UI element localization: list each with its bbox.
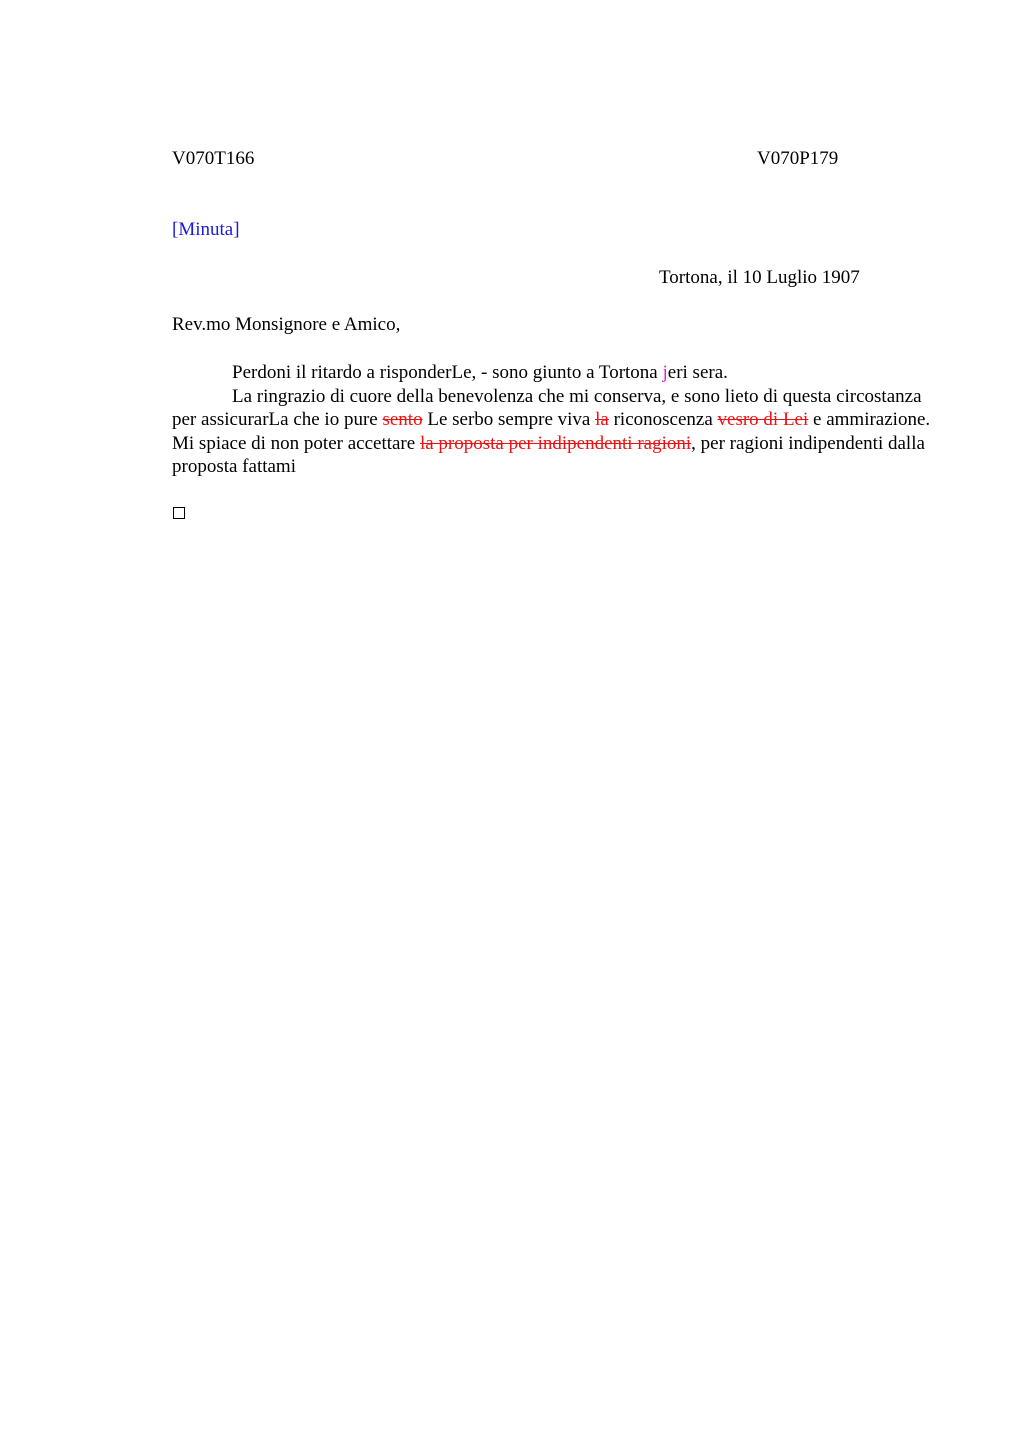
inserted-letter: j xyxy=(662,362,668,383)
paragraph-1 xyxy=(172,361,932,385)
paragraph-2-text-1: La ringrazio di cuore della benevolenza che mi conserva, e sono lieto di questa circostanza per assicurarLa che io pure xyxy=(172,385,922,430)
paragraph-2-text-4: e ammirazione. Mi spiace di non poter accettare xyxy=(172,409,931,454)
paragraph-2-text-3: riconoscenza xyxy=(608,409,718,430)
paragraph-2-text-2: Le serbo sempre viva xyxy=(422,409,596,430)
salutation: Rev.mo Monsignore e Amico, xyxy=(172,314,401,335)
paragraph-2-text-5: , per ragioni indipendenti dalla proposta fattami xyxy=(172,432,925,477)
deleted-word-1: sento xyxy=(382,409,423,430)
letter-body xyxy=(172,361,932,479)
square-outline-icon xyxy=(173,507,185,519)
document-code-left: V070T166 xyxy=(172,148,255,169)
deleted-word-2: la xyxy=(595,409,609,430)
date-line: Tortona, il 10 Luglio 1907 xyxy=(659,267,860,288)
deleted-phrase-4: la proposta per indipendenti ragioni xyxy=(419,432,692,454)
minuta-label: [Minuta] xyxy=(172,219,240,240)
document-code-right: V070P179 xyxy=(757,148,839,169)
paragraph-1-text-after: eri sera. xyxy=(667,362,728,383)
paragraph-2 xyxy=(172,385,932,479)
deleted-phrase-3: vesro di Lei xyxy=(717,409,809,430)
paragraph-1-text-before: Perdoni il ritardo a risponderLe, - sono giunto a Tortona xyxy=(232,362,663,383)
